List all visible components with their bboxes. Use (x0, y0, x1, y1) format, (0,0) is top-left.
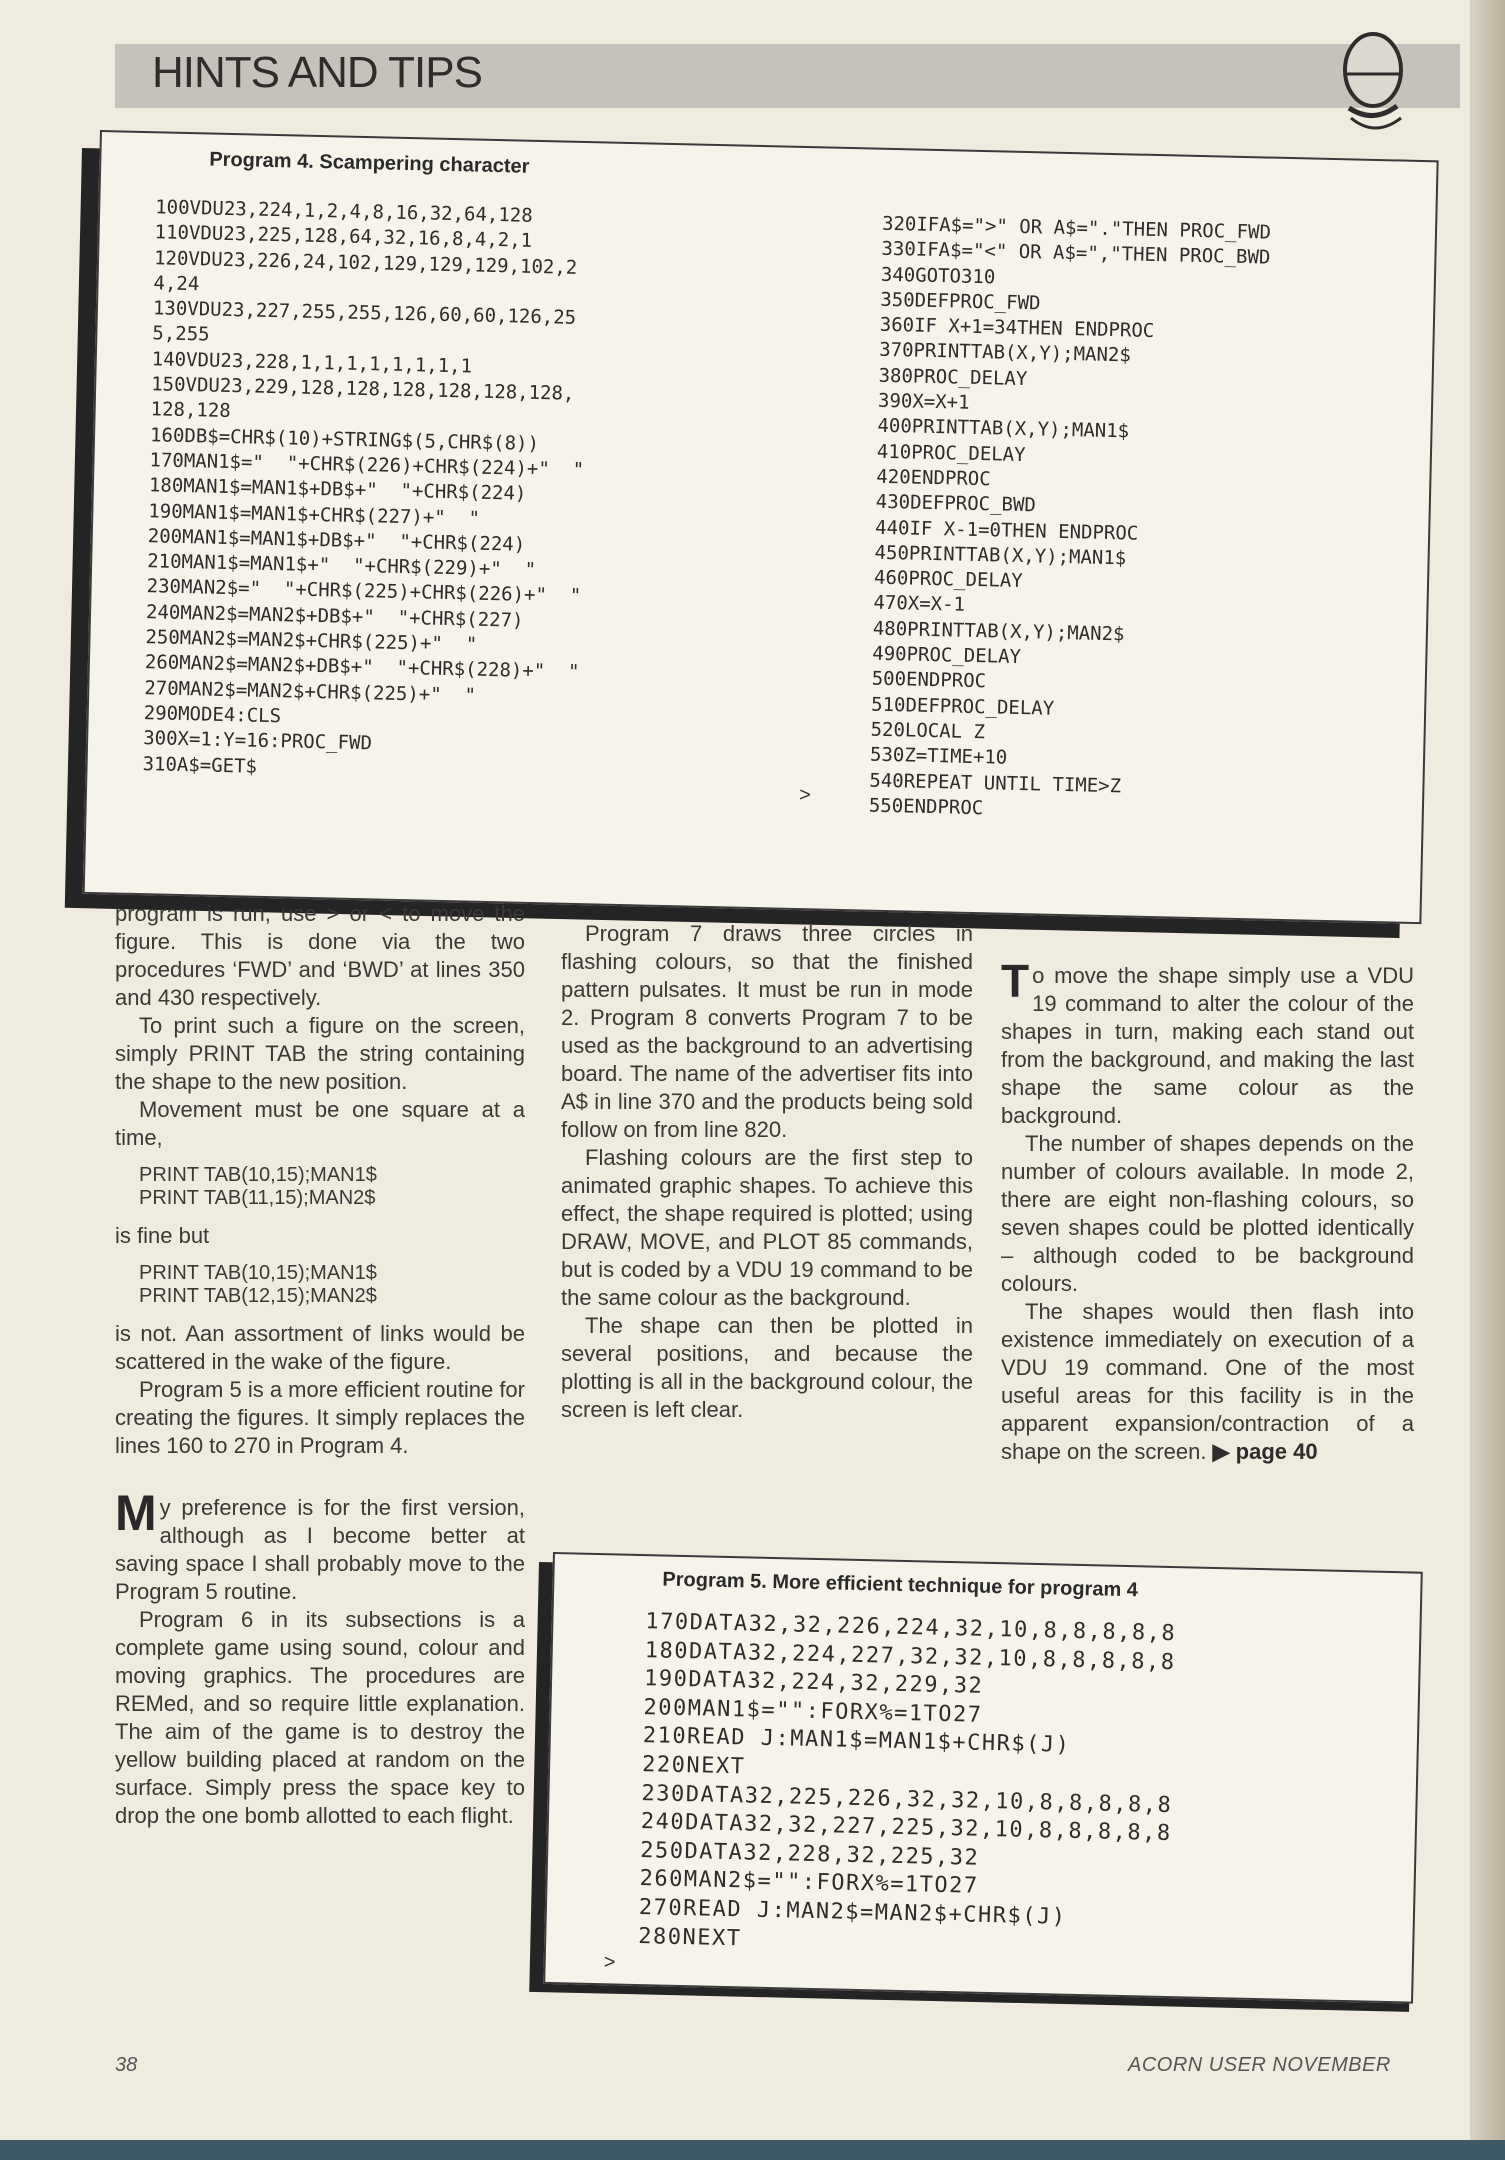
paragraph-text: o move the shape simply use a VDU 19 command to alter the colour of the shapes in turn, making each stand out from the background, and making the last shape the same colour as the background. (1001, 963, 1414, 1128)
program4-code-right (869, 212, 1272, 828)
code-line: 300X=1:Y=16:PROC_FWD (142, 727, 373, 755)
code-line: 370PRINTTAB(X,Y);MAN2$ (878, 339, 1132, 367)
paragraph: Program 5 is a more efficient routine for creating the figures. It simply replaces the lines 160 to 270 in Program 4. (115, 1377, 525, 1458)
drop-cap: T (1001, 955, 1030, 1007)
code-line: 230MAN2$=" "+CHR$(225)+CHR$(226)+" " (146, 575, 582, 608)
code-line: 140VDU23,228,1,1,1,1,1,1,1,1 (151, 348, 473, 378)
code-line: 4,24 (153, 272, 200, 296)
code-line: 390X=X+1 (877, 389, 970, 414)
code-line: 260MAN2$="":FORX%=1TO27 (639, 1866, 979, 1900)
code-line: 180MAN1$=MAN1$+DB$+" "+CHR$(224) (148, 474, 527, 506)
code-line: 410PROC_DELAY (876, 440, 1026, 466)
egg-icon (1335, 22, 1415, 147)
paragraph: is not. Aan assortment of links would be scattered in the wake of the figure. (115, 1321, 525, 1374)
code-example: PRINT TAB(10,15);MAN1$ PRINT TAB(11,15);MAN2$ (139, 1164, 377, 1209)
code-line: 180DATA32,224,227,32,32,10,8,8,8,8,8 (644, 1637, 1176, 1675)
code-line: 530Z=TIME+10 (869, 743, 1008, 769)
paragraph (1001, 1298, 1414, 1466)
code-line: 200MAN1$="":FORX%=1TO27 (643, 1694, 983, 1728)
code-line: 360IF X+1=34THEN ENDPROC (879, 313, 1155, 343)
code-line: 490PROC_DELAY (872, 642, 1022, 669)
paragraph: To print such a figure on the screen, simply PRINT TAB the string containing the shape to the new position. (115, 1013, 525, 1094)
code-line: 230DATA32,225,226,32,32,10,8,8,8,8,8 (641, 1780, 1173, 1818)
paragraph: The shape can then be plotted in several positions, and because the plotting is all in the background colour, the screen is left clear. (561, 1313, 973, 1422)
paragraph-text: y preference is for the first version, although as I become better at saving space I shall probably move to the Program 5 routine. (115, 1495, 525, 1604)
code-line: 320IFA$=">" OR A$="."THEN PROC_FWD (881, 212, 1272, 244)
paragraph (1001, 955, 1414, 1130)
program4-code-left (142, 195, 590, 787)
code-line: 170DATA32,32,226,224,32,10,8,8,8,8,8 (645, 1609, 1177, 1647)
code-line: 130VDU23,227,255,255,126,60,60,126,25 (152, 297, 577, 330)
code-line: 220NEXT (641, 1752, 746, 1780)
code-line: 260MAN2$=MAN2$+DB$+" "+CHR$(228)+" " (144, 651, 580, 684)
code-line: 120VDU23,226,24,102,129,129,129,102,2 (153, 246, 578, 279)
code-line: 420ENDPROC (876, 465, 991, 491)
code-line: 540REPEAT UNTIL TIME>Z (869, 769, 1122, 797)
program5-listing (543, 1552, 1423, 2004)
code-line: 240DATA32,32,227,225,32,10,8,8,8,8,8 (640, 1809, 1172, 1847)
code-line: 340GOTO310 (880, 263, 996, 288)
paragraph: is fine but (115, 1223, 210, 1248)
page-edge (1470, 0, 1505, 2160)
code-line: 350DEFPROC_FWD (880, 288, 1041, 315)
code-line: 470X=X-1 (873, 592, 966, 617)
code-line: 270READ J:MAN2$=MAN2$+CHR$(J) (638, 1894, 1067, 1930)
paragraph: Program 6 in its subsections is a complete game using sound, colour and moving graphics. The procedures are REMed, and so require little explanation. The aim of the game is to destroy the yellow building placed at random on the surface. Simply press the space key to drop the one bomb allotted to each flight. (115, 1607, 525, 1828)
code-line: 430DEFPROC_BWD (875, 490, 1037, 517)
code-line: 110VDU23,225,128,64,32,16,8,4,2,1 (154, 221, 533, 253)
paragraph: Movement must be one square at a time, (115, 1097, 525, 1150)
code-line: 240MAN2$=MAN2$+DB$+" "+CHR$(227) (145, 600, 524, 632)
code-line: 100VDU23,224,1,2,4,8,16,32,64,128 (155, 196, 533, 227)
code-line: 190MAN1$=MAN1$+CHR$(227)+" " (148, 499, 481, 530)
code-line: 280NEXT (638, 1923, 742, 1951)
code-line: 460PROC_DELAY (873, 566, 1023, 593)
column-3 (1001, 955, 1414, 1466)
code-line: 450PRINTTAB(X,Y);MAN1$ (874, 541, 1127, 570)
code-line: 520LOCAL Z (870, 718, 986, 744)
section-title: HINTS AND TIPS (152, 48, 482, 97)
code-line: 270MAN2$=MAN2$+CHR$(225)+" " (144, 676, 477, 707)
paragraph: Flashing colours are the first step to animated graphic shapes. To achieve this effect, the shape required is plotted; using DRAW, MOVE, and PLOT 85 commands, but is coded by a VDU 19 command to be the same colour as the background. (561, 1145, 973, 1310)
code-line: 200MAN1$=MAN1$+DB$+" "+CHR$(224) (147, 525, 526, 556)
code-line: 250DATA32,228,32,225,32 (639, 1837, 980, 1871)
code-line: 250MAN2$=MAN2$+CHR$(225)+" " (145, 626, 478, 656)
paragraph: program is run, use > or < to move the figure. This is done via the two procedures ‘FWD’ and ‘BWD’ at lines 350 and 430 respectively. (115, 901, 525, 1010)
code-line: 5,255 (152, 322, 210, 347)
code-line: 290MODE4:CLS (143, 702, 282, 728)
code-line: 510DEFPROC_DELAY (870, 693, 1055, 720)
program4-listing (83, 130, 1439, 924)
cursor-prompt: > (798, 784, 812, 807)
code-line: 210READ J:MAN1$=MAN1$+CHR$(J) (642, 1723, 1071, 1759)
column-2 (561, 920, 973, 1424)
code-line: 330IFA$="<" OR A$=","THEN PROC_BWD (881, 238, 1271, 269)
magazine-footer: ACORN USER NOVEMBER (1128, 2054, 1391, 2076)
paragraph: The number of shapes depends on the number of colours available. In mode 2, there are eight non-flashing colours, so seven shapes could be plotted identically – although coded to be background colours. (1001, 1131, 1414, 1296)
code-line: 150VDU23,229,128,128,128,128,128,128, (150, 373, 575, 405)
program4-title: Program 4. Scampering character (209, 148, 530, 178)
code-example: PRINT TAB(10,15);MAN1$ PRINT TAB(12,15);MAN2$ (139, 1262, 377, 1307)
code-line: 160DB$=CHR$(10)+STRING$(5,CHR$(8)) (149, 423, 540, 455)
continued-page-link[interactable]: ▶ page 40 (1212, 1439, 1318, 1464)
code-line: 128,128 (150, 398, 231, 423)
paragraph (115, 1485, 525, 1606)
cursor-prompt: > (603, 1951, 616, 1974)
code-line: 210MAN1$=MAN1$+" "+CHR$(229)+" " (146, 550, 537, 582)
scan-border (0, 2140, 1505, 2160)
page-number: 38 (115, 2054, 138, 2076)
program5-title: Program 5. More efficient technique for program 4 (662, 1568, 1139, 1602)
code-line: 190DATA32,224,32,229,32 (643, 1666, 984, 1699)
code-line: 500ENDPROC (871, 667, 987, 693)
code-line: 310A$=GET$ (142, 752, 258, 778)
code-line: 440IF X-1=0THEN ENDPROC (874, 516, 1139, 545)
code-line: 480PRINTTAB(X,Y);MAN2$ (872, 617, 1125, 646)
paragraph-text: The shapes would then flash into existence immediately on execution of a VDU 19 command. One of the most useful areas for this facility is in the apparent expansion/contraction of a shape on the screen. (1001, 1299, 1414, 1464)
code-line: 170MAN1$=" "+CHR$(226)+CHR$(224)+" " (149, 449, 585, 482)
column-1 (115, 900, 525, 1830)
program5-code (638, 1608, 1176, 1963)
code-line: 550ENDPROC (868, 794, 984, 820)
paragraph: Program 7 draws three circles in flashing colours, so that the finished pattern pulsates. It must be run in mode 2. Program 8 converts Program 7 to be used as the background to an advertising board. The name of the advertiser fits into A$ in line 370 and the products being sold follow on from line 820. (561, 921, 973, 1142)
code-line: 380PROC_DELAY (878, 364, 1028, 390)
drop-cap: M (115, 1485, 157, 1541)
code-line: 400PRINTTAB(X,Y);MAN1$ (877, 415, 1130, 443)
